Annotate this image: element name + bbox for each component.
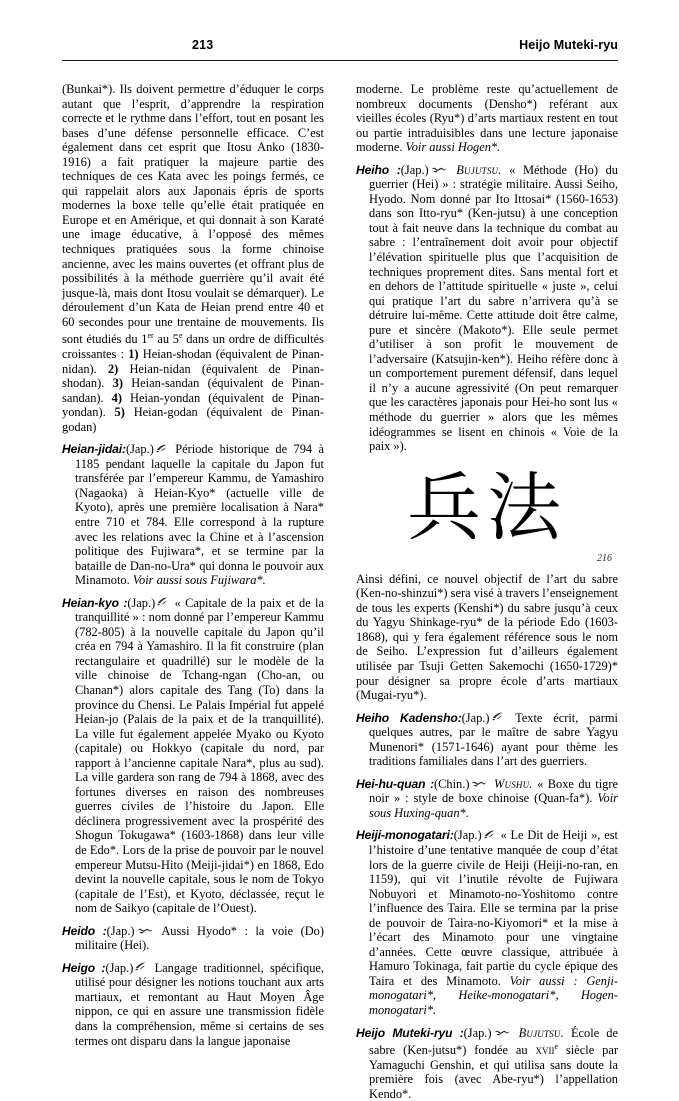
entry-headword: Heiho Kadensho: bbox=[356, 710, 462, 725]
entry-see-also: Voir sous Huxing-quan*. bbox=[369, 791, 618, 820]
list-body: Heian-nidan (équivalent de Pinan-shodan). bbox=[62, 361, 324, 391]
entry-see-also: Voir aussi sous Fujiwara*. bbox=[132, 573, 266, 588]
entry-language: (Jap.) bbox=[453, 828, 482, 843]
entry-body: « Capitale de la paix et de la tranquillité » : nom donné par l’empereur Kammu (782-805) à la nouvelle capitale du Japon qu’il créa en 794 à Yamashiro. Il la fit construire (plan rectangulaire et quadrillé) sur le modèle de la ville chinoise de Tchang-ngan (Cho-an, ou Chanan*) alors capitale des Tang (To) dans la province du Chensi. Le Palais Impérial fut appelé Heian-jo (Palais de la paix et de la tranquillité). La ville fut également appelée Myako ou Kyoto (capitale) ou Hokkyo (capitale du nord, par rapport à l’ancienne capitale Nara*, plus au sud). La ville gardera son rang de 794 à 1868, avec des fortunes diverses en raison des nombreuses guerres civiles de l’histoire du Japon. Elle déclinera progressivement avec la prospérité des Shogun Tokugawa* (1603-1868) dans leur ville de Edo*. Lors de la prise de pouvoir par le nouvel empereur Mutsu-Hito (Meiji-jidai*) en 1868, Edo devint la nouvelle capitale, sous le nom de Tokyo (capitale de l’Est), et Kyoto, déclassée, reçut le nom de Saikyo (capitale de l’Ouest). bbox=[75, 595, 325, 916]
entry-language: (Jap.) bbox=[400, 162, 429, 177]
continued-text: (Bunkai*). Ils doivent permettre d’éduquer le corps autant que l’esprit, d’apprendre la respiration correcte et le rythme dans l’effort, tout en posant les bases d’une défense personnelle efficace. C’est également dans cet esprit que Itosu Anko (1830-1916) a fait pratiquer la majeure partie des techniques de ces Kata avec les poings fermés, ce qui rappelait alors aux Japonais épris de sports modernes la boxe telle qu’elle était pratiquée en Europe et en Amérique, et qui donnait à son Karaté une image éducative, à l’opposé des mêmes techniques pratiquées sous la forme chinoise ancienne, avec les mains ouvertes (et offrant plus de possibilités à la méthode guerrière qu’il avait été jusque-là, mais dont Itosu voulait se démarquer). Le déroulement d’un Kata de Heian prend entre 40 et 60 secondes pour une trentaine de mouvements. Ils sont étudiés du 1 bbox=[62, 82, 324, 347]
list-number: 4) bbox=[111, 390, 122, 405]
figure-number: 216 bbox=[597, 552, 612, 564]
dictionary-entry bbox=[356, 1026, 618, 1101]
entry-headword: Heido : bbox=[62, 923, 107, 938]
entry-headword: Heian-kyo : bbox=[62, 595, 128, 610]
dictionary-entry bbox=[356, 163, 618, 454]
entry-body: « Boxe du tigre noir » : style de boxe chinoise (Quan-fa*). bbox=[369, 776, 618, 806]
list-body: Heian-godan (équivalent de Pinan-godan) bbox=[62, 405, 324, 434]
entry-language: (Jap.) bbox=[105, 960, 134, 975]
column-left bbox=[62, 82, 325, 1048]
entry-body-pre: École de sabre (Ken-jutsu*) fondée au bbox=[369, 1025, 618, 1058]
brush-icon bbox=[135, 962, 146, 971]
list-number: 5) bbox=[114, 405, 125, 420]
kanji-heiho: 兵法 bbox=[407, 464, 567, 551]
entry-body: Texte écrit, parmi quelques autres, par le maître de sabre Yagyu Munenori* (1571-1646) ayant pour thème les traditions familiales dans l’art des guerriers. bbox=[369, 710, 618, 769]
ordinal-first: er bbox=[147, 331, 154, 341]
dictionary-entry bbox=[356, 828, 618, 1017]
scroll-icon bbox=[494, 1028, 510, 1036]
continued-text-2: au 5 bbox=[153, 332, 179, 347]
continued-paragraph bbox=[356, 82, 618, 155]
see-also: Voir aussi Hogen*. bbox=[405, 140, 501, 155]
kanji-figure bbox=[356, 466, 618, 562]
page-number: 213 bbox=[192, 38, 214, 52]
entry-headword: Heigo : bbox=[62, 960, 106, 975]
brush-icon bbox=[156, 444, 167, 453]
entry-body: « Méthode (Ho) du guerrier (Hei) » : stratégie militaire. Aussi Seiho, Hyodo. Nom donné par Ito Ittosai* (1560-1653) dans son Itto-ryu* (Ken-jutsu) à une conception tout à fait neuve dans la technique du combat au sabre : l’entraînement doit avoir pour objectif l’élévation spirituelle plus que l’acquisition de techniques proprement dites. Sans mental fort et en dehors de l’attitude spirituelle « juste », celui qui pratique l’art du sabre n’arrivera qu’à se détruire lui-même. Cette attitude doit être calme, pure et sincère (Makoto*). Elle seule permet d’utiliser à son profit le mouvement de l’adversaire (Katsujin-ken*). Heiho réfère donc à un comportement purement défensif, dans lequel il n’y a aucune agressivité (On peut remarquer que les caractères japonais pour Hei-ho sont lus « méthode du guerrier » alors que les mêmes idéogrammes se lisent en chinois « Voie de la paix »). bbox=[369, 162, 618, 454]
century-ordinal: e bbox=[554, 1042, 559, 1052]
entry-language: (Jap.) bbox=[463, 1025, 492, 1040]
list-number: 2) bbox=[107, 361, 119, 376]
entry-language: (Jap.) bbox=[461, 710, 490, 725]
continued-text-3: dans un ordre de difficultés croissantes : bbox=[62, 332, 324, 361]
scroll-icon bbox=[431, 165, 447, 173]
scroll-icon bbox=[471, 779, 487, 787]
entry-headword: Hei-hu-quan : bbox=[356, 776, 435, 791]
entry-headword: Heian-jidai: bbox=[62, 442, 126, 457]
entry-see-also: Voir aussi : Genji-monogatari*, Heike-monogatari*, Hogen-monogatari*. bbox=[369, 973, 618, 1017]
list-body: Heian-yondan (équivalent de Pinan-yondan). bbox=[62, 390, 325, 420]
entry-body-post: siècle par Yamaguchi Genshin, et qui utilisa sans doute la première fois (avec Abe-ryu*) l’appellation Kendo*. bbox=[369, 1043, 618, 1101]
entry-language: (Jap.) bbox=[106, 923, 135, 938]
entry-language: (Jap.) bbox=[125, 442, 154, 457]
page-header bbox=[62, 38, 618, 60]
entry-headword: Heijo Muteki-ryu : bbox=[356, 1025, 464, 1040]
entry-headword: Heiho : bbox=[356, 162, 401, 177]
dictionary-entry bbox=[62, 924, 324, 953]
entry-language: (Jap.) bbox=[127, 595, 156, 610]
entry-body: « Le Dit de Heiji », est l’histoire d’une tentative manquée de coup d’état lors de la guerre civile de Heiji (Heiji-no-ran, en 1159), qui vit l’inutile révolte de Fujiwara Nobuyori et Minamoto-no-Yoshitomo contre l’influence des Taira. Elle se termina par la prise de pouvoir de Taira-no-Kiyomori* et la mise à l’écart des Minamoto pour une vingtaine d’années. Cette œuvre classique, attribuée à Hamuro Tokinaga, fait partie du cycle épique des Taira et des Minamoto. bbox=[369, 828, 618, 988]
brush-icon bbox=[492, 712, 503, 721]
header-rule bbox=[62, 60, 618, 61]
entry-headword: Heiji-monogatari: bbox=[356, 828, 454, 843]
entry-body: Aussi Hyodo* : la voie (Do) militaire (Hei). bbox=[75, 923, 324, 953]
dictionary-entry bbox=[356, 777, 618, 821]
scroll-icon bbox=[137, 926, 153, 934]
entry-body: Période historique de 794 à 1185 pendant laquelle la capitale du Japon fut transférée par l’empereur Kammu, de Yamashiro (Nagaoka) à Heian-Kyo* (actuelle ville de Kyoto), après une première localisation à Nara* entre 710 et 784. Elle correspond à la rupture avec les relations avec la Chine et à l’ascension politique des Fujiwara*, et se termine par la bataille de Dan-no-Ura* qui donna le pouvoir aux Minamoto. bbox=[75, 442, 324, 588]
brush-icon bbox=[157, 597, 168, 606]
entry-body: Langage traditionnel, spécifique, utilisé pour désigner les notions touchant aux arts martiaux, et remontant au Haut Moyen Âge nippon, ce qui en assure une transmission fidèle dans la compréhension, même si certains de ses termes ont disparu dans la langue japonaise bbox=[75, 960, 324, 1048]
entry-language: (Chin.) bbox=[434, 776, 470, 791]
column-right bbox=[356, 82, 618, 1101]
dictionary-entry bbox=[62, 596, 324, 916]
continued-text: moderne. Le problème reste qu’actuellement de nombreux documents (Densho*) reférant aux vieilles écoles (Ryu*) d’arts martiaux restent en tout ou partie intraduisibles dans une lecture japonaise moderne. bbox=[356, 82, 618, 155]
list-body: Heian-shodan (équivalent de Pinan-nidan). bbox=[62, 346, 324, 376]
list-body: Heian-sandan (équivalent de Pinan-sandan). bbox=[62, 376, 324, 405]
brush-icon bbox=[484, 830, 495, 839]
discipline-tag: Bujutsu. bbox=[518, 1025, 564, 1040]
list-number: 1) bbox=[128, 346, 139, 361]
dictionary-entry bbox=[62, 961, 324, 1048]
ordinal-fifth: e bbox=[178, 331, 183, 341]
century-roman: xvii bbox=[535, 1043, 555, 1058]
running-title: Heijo Muteki-ryu bbox=[519, 38, 618, 52]
dictionary-entry bbox=[62, 442, 324, 587]
continued-paragraph bbox=[62, 82, 324, 434]
discipline-tag: Bujutsu. bbox=[456, 162, 502, 177]
dictionary-entry bbox=[356, 711, 618, 769]
list-number: 3) bbox=[112, 376, 123, 391]
paragraph-after-figure: Ainsi défini, ce nouvel objectif de l’art du sabre (Ken-no-shinzui*) sera visé à travers l’enseignement de tous les experts (Kenshi*) du sabre jusqu’à ceux du Yagyu Shinkage-ryu* de la période Edo (1603-1868), qui y fera également référence sous le nom de Seiho. L’expression fut d’ailleurs également utilisée par Tsuji Getten Sakemochi (1650-1729)* pour désigner sa propre école d’arts martiaux (Mugai-ryu*). bbox=[356, 571, 618, 703]
body-columns bbox=[62, 82, 618, 1101]
discipline-tag: Wushu. bbox=[493, 776, 533, 791]
